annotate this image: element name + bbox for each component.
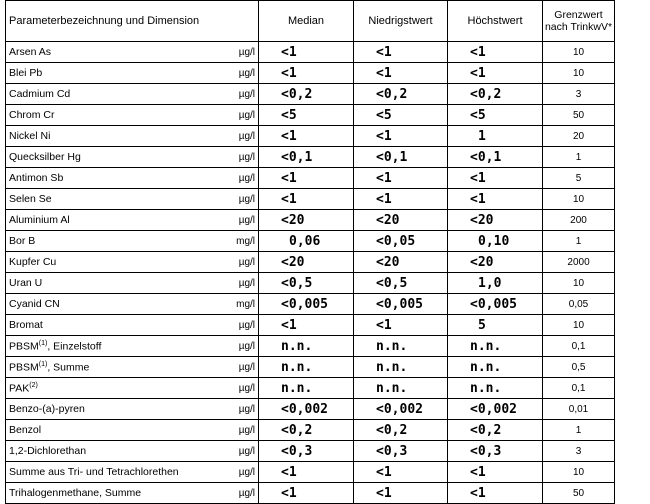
parameter-name [6, 483, 231, 504]
min-value: n.n. [354, 336, 448, 357]
median-value: n.n. [259, 378, 354, 399]
parameter-label: Benzol [9, 424, 42, 436]
header-parameter: Parameterbezeichnung und Dimension [6, 1, 259, 42]
table-row [6, 357, 615, 378]
parameter-label: Antimon Sb [9, 172, 64, 184]
limit-value: 0,01 [543, 399, 615, 420]
max-value: <1 [448, 42, 543, 63]
table-row [6, 210, 615, 231]
parameter-name [6, 399, 231, 420]
unit: µg/l [231, 189, 259, 210]
parameter-name [6, 210, 231, 231]
parameter-name [6, 315, 231, 336]
table-row [6, 462, 615, 483]
median-value: <20 [259, 210, 354, 231]
parameter-label: Selen Se [9, 193, 52, 205]
min-value: <5 [354, 105, 448, 126]
header-median: Median [259, 1, 354, 42]
limit-value: 1 [543, 231, 615, 252]
min-value: <1 [354, 189, 448, 210]
parameter-label: Arsen As [9, 46, 52, 58]
limit-value: 1 [543, 420, 615, 441]
parameter-suffix: , Einzelstoff [47, 340, 102, 353]
min-value: <0,005 [354, 294, 448, 315]
max-value: <5 [448, 105, 543, 126]
unit: µg/l [231, 210, 259, 231]
min-value: n.n. [354, 378, 448, 399]
min-value: <1 [354, 168, 448, 189]
max-value: 1 [448, 126, 543, 147]
parameter-label: Quecksilber Hg [9, 151, 81, 163]
max-value: <0,002 [448, 399, 543, 420]
table-row [6, 147, 615, 168]
unit: µg/l [231, 84, 259, 105]
footnote-marker: (2) [29, 381, 38, 389]
parameter-name [6, 84, 231, 105]
unit: µg/l [231, 336, 259, 357]
parameter-label: PAK [9, 382, 30, 395]
min-value: <0,5 [354, 273, 448, 294]
limit-value: 10 [543, 42, 615, 63]
max-value: <0,2 [448, 84, 543, 105]
parameter-label: Cadmium Cd [9, 88, 71, 100]
parameter-name [6, 420, 231, 441]
median-value: <0,005 [259, 294, 354, 315]
max-value: 5 [448, 315, 543, 336]
parameter-label: Blei Pb [9, 67, 43, 79]
parameter-label: PBSM [9, 361, 39, 374]
parameter-name [6, 462, 231, 483]
unit: µg/l [231, 273, 259, 294]
unit: mg/l [231, 294, 259, 315]
limit-value: 10 [543, 315, 615, 336]
parameter-label: Kupfer Cu [9, 256, 57, 268]
unit: µg/l [231, 357, 259, 378]
min-value: <0,2 [354, 84, 448, 105]
table-row [6, 441, 615, 462]
min-value: <0,05 [354, 231, 448, 252]
unit: µg/l [231, 441, 259, 462]
min-value: <0,1 [354, 147, 448, 168]
parameter-name [6, 441, 231, 462]
unit: mg/l [231, 231, 259, 252]
max-value: <20 [448, 210, 543, 231]
parameter-name [6, 378, 231, 399]
table-row [6, 189, 615, 210]
limit-value: 5 [543, 168, 615, 189]
parameter-name [6, 189, 231, 210]
unit: µg/l [231, 63, 259, 84]
unit: µg/l [231, 252, 259, 273]
median-value: <1 [259, 63, 354, 84]
median-value: n.n. [259, 336, 354, 357]
median-value: 0,06 [259, 231, 354, 252]
unit: µg/l [231, 147, 259, 168]
max-value: n.n. [448, 336, 543, 357]
median-value: n.n. [259, 357, 354, 378]
parameter-name [6, 336, 231, 357]
table-row [6, 168, 615, 189]
parameter-name [6, 294, 231, 315]
table-row [6, 483, 615, 504]
table-row [6, 252, 615, 273]
min-value: <1 [354, 42, 448, 63]
parameter-label: Cyanid CN [9, 298, 60, 310]
max-value: <0,005 [448, 294, 543, 315]
median-value: <1 [259, 315, 354, 336]
unit: µg/l [231, 420, 259, 441]
min-value: <0,002 [354, 399, 448, 420]
max-value: <1 [448, 189, 543, 210]
median-value: <20 [259, 252, 354, 273]
parameter-label: Aluminium Al [9, 214, 70, 226]
median-value: <0,5 [259, 273, 354, 294]
min-value: <20 [354, 252, 448, 273]
parameter-label: 1,2-Dichlorethan [9, 445, 87, 457]
parameter-label: Trihalogenmethane, Summe [9, 487, 142, 499]
unit: µg/l [231, 42, 259, 63]
table-row [6, 315, 615, 336]
water-quality-table [5, 0, 615, 504]
limit-value: 50 [543, 105, 615, 126]
max-value: 0,10 [448, 231, 543, 252]
header-min: Niedrigstwert [354, 1, 448, 42]
median-value: <5 [259, 105, 354, 126]
limit-value: 20 [543, 126, 615, 147]
max-value: 1,0 [448, 273, 543, 294]
parameter-label: Bor B [9, 235, 36, 247]
limit-value: 10 [543, 189, 615, 210]
table-row [6, 336, 615, 357]
table-row [6, 273, 615, 294]
median-value: <1 [259, 168, 354, 189]
max-value: <20 [448, 252, 543, 273]
max-value: <0,3 [448, 441, 543, 462]
max-value: <1 [448, 462, 543, 483]
table-row [6, 42, 615, 63]
limit-value: 10 [543, 63, 615, 84]
parameter-label: Summe aus Tri- und Tetrachlorethen [9, 466, 179, 478]
table-row [6, 420, 615, 441]
parameter-suffix: , Summe [47, 361, 90, 374]
parameter-label: Bromat [9, 319, 43, 331]
max-value: <1 [448, 483, 543, 504]
max-value: <1 [448, 63, 543, 84]
footnote-marker: (1) [38, 339, 48, 347]
median-value: <1 [259, 462, 354, 483]
limit-value: 0,1 [543, 336, 615, 357]
median-value: <1 [259, 189, 354, 210]
parameter-name [6, 105, 231, 126]
parameter-name [6, 357, 231, 378]
table-row [6, 294, 615, 315]
max-value: <0,2 [448, 420, 543, 441]
max-value: <0,1 [448, 147, 543, 168]
parameter-label: PBSM [9, 340, 39, 353]
table-row [6, 105, 615, 126]
min-value: <1 [354, 63, 448, 84]
median-value: <1 [259, 42, 354, 63]
limit-value: 0,05 [543, 294, 615, 315]
footnote-marker: (1) [38, 360, 48, 368]
min-value: <0,3 [354, 441, 448, 462]
median-value: <0,2 [259, 420, 354, 441]
unit: µg/l [231, 378, 259, 399]
min-value: <1 [354, 483, 448, 504]
parameter-name [6, 147, 231, 168]
parameter-name [6, 168, 231, 189]
parameter-label: Chrom Cr [9, 109, 55, 121]
limit-value: 3 [543, 84, 615, 105]
parameter-name [6, 126, 231, 147]
limit-value: 0,1 [543, 378, 615, 399]
limit-value: 2000 [543, 252, 615, 273]
parameter-name [6, 273, 231, 294]
unit: µg/l [231, 105, 259, 126]
limit-value: 200 [543, 210, 615, 231]
parameter-name [6, 42, 231, 63]
min-value: <20 [354, 210, 448, 231]
table-row [6, 63, 615, 84]
limit-value: 50 [543, 483, 615, 504]
min-value: n.n. [354, 357, 448, 378]
table-row [6, 231, 615, 252]
parameter-label: Nickel Ni [9, 130, 51, 142]
min-value: <1 [354, 315, 448, 336]
max-value: n.n. [448, 357, 543, 378]
table-row [6, 126, 615, 147]
max-value: n.n. [448, 378, 543, 399]
median-value: <0,3 [259, 441, 354, 462]
parameter-name [6, 252, 231, 273]
min-value: <1 [354, 462, 448, 483]
limit-value: 10 [543, 462, 615, 483]
unit: µg/l [231, 315, 259, 336]
limit-value: 10 [543, 273, 615, 294]
unit: µg/l [231, 126, 259, 147]
limit-value: 1 [543, 147, 615, 168]
parameter-label: Benzo-(a)-pyren [9, 403, 85, 415]
unit: µg/l [231, 483, 259, 504]
table-row [6, 84, 615, 105]
median-value: <1 [259, 483, 354, 504]
limit-value: 3 [543, 441, 615, 462]
median-value: <1 [259, 126, 354, 147]
table-row [6, 378, 615, 399]
unit: µg/l [231, 168, 259, 189]
parameter-name [6, 231, 231, 252]
unit: µg/l [231, 462, 259, 483]
max-value: <1 [448, 168, 543, 189]
header-row [6, 1, 615, 42]
parameter-name [6, 63, 231, 84]
header-max: Höchstwert [448, 1, 543, 42]
table-row [6, 399, 615, 420]
header-limit: Grenzwert nach TrinkwV* [543, 1, 615, 42]
min-value: <0,2 [354, 420, 448, 441]
median-value: <0,1 [259, 147, 354, 168]
unit: µg/l [231, 399, 259, 420]
table-body [6, 42, 615, 504]
limit-value: 0,5 [543, 357, 615, 378]
median-value: <0,002 [259, 399, 354, 420]
min-value: <1 [354, 126, 448, 147]
median-value: <0,2 [259, 84, 354, 105]
parameter-label: Uran U [9, 277, 43, 289]
